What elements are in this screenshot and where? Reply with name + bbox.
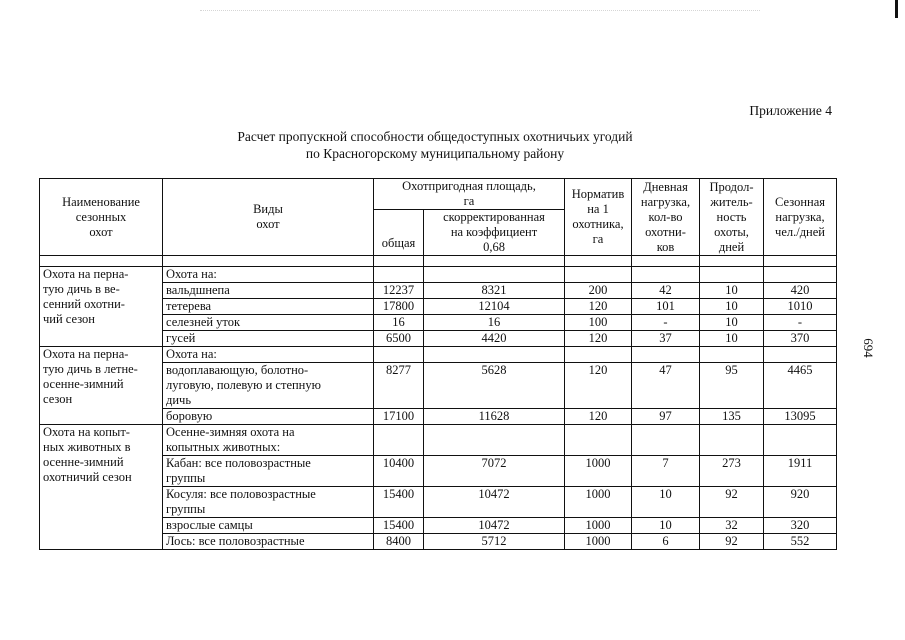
area-adjusted-cell: 10472 <box>424 487 565 518</box>
seasonal-load-cell <box>764 425 837 456</box>
appendix-label: Приложение 4 <box>749 103 832 118</box>
duration-cell: 92 <box>700 487 764 518</box>
hunt-kind-cell: взрослые самцы <box>163 518 374 534</box>
area-adjusted-cell: 8321 <box>424 283 565 299</box>
area-adjusted-cell <box>424 347 565 363</box>
area-total-cell <box>374 425 424 456</box>
duration-cell: 32 <box>700 518 764 534</box>
norm-cell <box>565 267 632 283</box>
daily-load-cell: 10 <box>632 518 700 534</box>
area-adjusted-cell: 7072 <box>424 456 565 487</box>
header-norm: Норматив на 1 охотника, га <box>565 179 632 256</box>
daily-load-cell: 10 <box>632 487 700 518</box>
header-area-adjusted: скорректированная на коэффициент 0,68 <box>424 210 565 256</box>
area-adjusted-cell: 16 <box>424 315 565 331</box>
hunt-kind-cell: боровую <box>163 409 374 425</box>
title-line-1: Расчет пропускной способности общедоступных охотничьих угодий <box>237 129 633 144</box>
duration-cell: 10 <box>700 299 764 315</box>
duration-cell: 10 <box>700 315 764 331</box>
spacer-row <box>40 256 837 267</box>
duration-cell: 273 <box>700 456 764 487</box>
area-total-cell: 17800 <box>374 299 424 315</box>
norm-cell: 1000 <box>565 456 632 487</box>
norm-cell: 1000 <box>565 534 632 550</box>
capacity-table <box>39 178 837 550</box>
area-adjusted-cell: 4420 <box>424 331 565 347</box>
document-title <box>170 128 700 162</box>
duration-cell <box>700 425 764 456</box>
header-area: Охотпригодная площадь, га <box>374 179 565 210</box>
seasonal-load-cell: 1010 <box>764 299 837 315</box>
hunt-kind-cell: Осенне-зимняя охота на копытных животных: <box>163 425 374 456</box>
season-name-cell: Охота на копыт- ных животных в осенне-зимний охотничий сезон <box>40 425 163 550</box>
daily-load-cell: 7 <box>632 456 700 487</box>
area-adjusted-cell: 5712 <box>424 534 565 550</box>
area-total-cell <box>374 267 424 283</box>
norm-cell: 120 <box>565 331 632 347</box>
area-total-cell <box>374 347 424 363</box>
header-daily: Дневная нагрузка, кол-во охотни- ков <box>632 179 700 256</box>
area-total-cell: 10400 <box>374 456 424 487</box>
seasonal-load-cell: 552 <box>764 534 837 550</box>
header-season: Наименование сезонных охот <box>40 179 163 256</box>
seasonal-load-cell: 13095 <box>764 409 837 425</box>
duration-cell <box>700 267 764 283</box>
hunt-kind-cell: Косуля: все половозрастные группы <box>163 487 374 518</box>
area-total-cell: 16 <box>374 315 424 331</box>
daily-load-cell: 37 <box>632 331 700 347</box>
area-total-cell: 15400 <box>374 487 424 518</box>
hunt-kind-cell: гусей <box>163 331 374 347</box>
norm-cell: 120 <box>565 299 632 315</box>
norm-cell: 1000 <box>565 518 632 534</box>
header-duration: Продол- житель- ность охоты, дней <box>700 179 764 256</box>
daily-load-cell: 47 <box>632 363 700 409</box>
area-total-cell: 6500 <box>374 331 424 347</box>
norm-cell <box>565 347 632 363</box>
daily-load-cell: 42 <box>632 283 700 299</box>
hunt-kind-cell: тетерева <box>163 299 374 315</box>
norm-cell: 1000 <box>565 487 632 518</box>
hunt-kind-cell: Охота на: <box>163 267 374 283</box>
area-adjusted-cell: 10472 <box>424 518 565 534</box>
area-adjusted-cell <box>424 425 565 456</box>
daily-load-cell: 101 <box>632 299 700 315</box>
area-total-cell: 17100 <box>374 409 424 425</box>
title-line-2: по Красногорскому муниципальному району <box>305 146 565 161</box>
area-adjusted-cell: 5628 <box>424 363 565 409</box>
hunt-kind-cell: селезней уток <box>163 315 374 331</box>
seasonal-load-cell <box>764 347 837 363</box>
table-row <box>40 267 837 283</box>
daily-load-cell: 97 <box>632 409 700 425</box>
hunt-kind-cell: водоплавающую, болотно- луговую, полевую и степную дичь <box>163 363 374 409</box>
hunt-kind-cell: вальдшнепа <box>163 283 374 299</box>
duration-cell <box>700 347 764 363</box>
duration-cell: 95 <box>700 363 764 409</box>
header-kinds: Виды охот <box>163 179 374 256</box>
hunt-kind-cell: Кабан: все половозрастные группы <box>163 456 374 487</box>
duration-cell: 10 <box>700 331 764 347</box>
area-total-cell: 8400 <box>374 534 424 550</box>
norm-cell: 200 <box>565 283 632 299</box>
area-adjusted-cell <box>424 267 565 283</box>
seasonal-load-cell: - <box>764 315 837 331</box>
norm-cell: 100 <box>565 315 632 331</box>
daily-load-cell: 6 <box>632 534 700 550</box>
duration-cell: 135 <box>700 409 764 425</box>
table-row <box>40 347 837 363</box>
daily-load-cell <box>632 425 700 456</box>
table-body <box>40 256 837 550</box>
hunt-kind-cell: Лось: все половозрастные <box>163 534 374 550</box>
season-name-cell: Охота на перна- тую дичь в ве- сенний охотни- чий сезон <box>40 267 163 347</box>
area-adjusted-cell: 11628 <box>424 409 565 425</box>
season-name-cell: Охота на перна- тую дичь в летне- осенне-зимний сезон <box>40 347 163 425</box>
table-row <box>40 425 837 456</box>
seasonal-load-cell: 4465 <box>764 363 837 409</box>
header-area-total: общая <box>374 210 424 256</box>
daily-load-cell: - <box>632 315 700 331</box>
page-number: 694 <box>860 338 876 358</box>
duration-cell: 92 <box>700 534 764 550</box>
seasonal-load-cell: 920 <box>764 487 837 518</box>
area-total-cell: 8277 <box>374 363 424 409</box>
area-total-cell: 15400 <box>374 518 424 534</box>
area-total-cell: 12237 <box>374 283 424 299</box>
header-seasonal: Сезонная нагрузка, чел./дней <box>764 179 837 256</box>
seasonal-load-cell: 1911 <box>764 456 837 487</box>
hunt-kind-cell: Охота на: <box>163 347 374 363</box>
seasonal-load-cell: 370 <box>764 331 837 347</box>
daily-load-cell <box>632 347 700 363</box>
scan-edge-mark <box>895 0 898 18</box>
seasonal-load-cell <box>764 267 837 283</box>
area-adjusted-cell: 12104 <box>424 299 565 315</box>
seasonal-load-cell: 420 <box>764 283 837 299</box>
norm-cell: 120 <box>565 409 632 425</box>
duration-cell: 10 <box>700 283 764 299</box>
seasonal-load-cell: 320 <box>764 518 837 534</box>
scan-artifact <box>200 10 760 15</box>
norm-cell <box>565 425 632 456</box>
norm-cell: 120 <box>565 363 632 409</box>
daily-load-cell <box>632 267 700 283</box>
